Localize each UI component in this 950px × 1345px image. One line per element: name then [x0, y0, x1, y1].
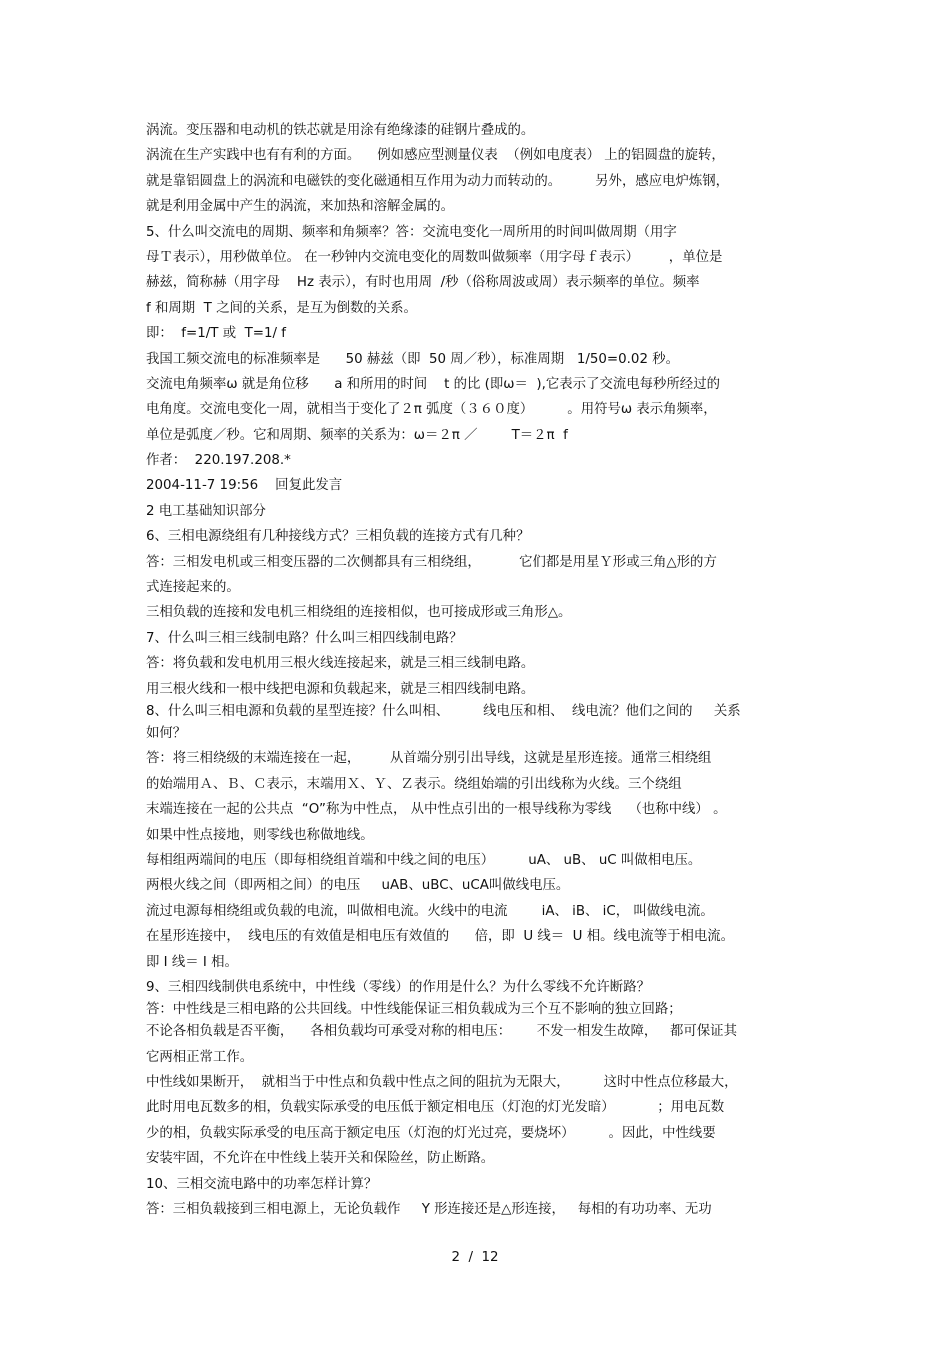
text-line: 8、什么叫三相电源和负载的星型连接？什么叫相、 线电压和相、 线电流？他们之间的 关系 — [146, 703, 741, 719]
text-line: 7、什么叫三相三线制电路？什么叫三相四线制电路？ — [146, 630, 463, 646]
text-line: 就是靠铝圆盘上的涡流和电磁铁的变化磁通相互作用为动力而转动的。 另外，感应电炉炼钢， — [146, 173, 730, 189]
text-line: 9、三相四线制供电系统中，中性线（零线）的作用是什么？为什么零线不允许断路？ — [146, 979, 650, 995]
text-line: 答：三相发电机或三相变压器的二次侧都具有三相绕组， 它们都是用星Ｙ形或三角△形的方 — [146, 554, 717, 570]
text-line: 末端连接在一起的公共点 “O”称为中性点， 从中性点引出的一根导线称为零线 （也称中线） 。 — [146, 802, 727, 818]
page-number: 2 / 12 — [451, 1250, 499, 1265]
text-line: 不论各相负载是否平衡， 各相负载均可承受对称的相电压： 不发一相发生故障， 都可保证其 — [146, 1024, 737, 1040]
text-line: 涡流在生产实践中也有有利的方面。 例如感应型测量仪表 （例如电度表） 上的铝圆盘的旋转， — [146, 148, 725, 164]
text-line: 母Ｔ表示），用秒做单位。 在一秒钟内交流电变化的周数叫做频率（用字母ｆ表示） ，单位是 — [146, 249, 723, 265]
text-line: 如何？ — [146, 725, 187, 741]
text-line: 我国工频交流电的标准频率是 50 赫兹（即 50 周／秒），标准周期 1/50=0.02 秒。 — [146, 351, 680, 367]
text-line: 少的相，负载实际承受的电压高于额定电压（灯泡的灯光过亮，要烧坏） 。因此，中性线要 — [146, 1125, 716, 1141]
text-line: 5、什么叫交流电的周期、频率和角频率？答：交流电变化一周所用的时间叫做周期（用字 — [146, 224, 677, 240]
text-line: 交流电角频率ω 就是角位移 a 和所用的时间 t 的比 (即ω＝ ),它表示了交流电每秒所经过的 — [146, 376, 720, 392]
text-line: 答：将负载和发电机用三根火线连接起来，就是三相三线制电路。 — [146, 656, 535, 672]
text-line: 2004-11-7 19:56 回复此发言 — [146, 478, 343, 494]
text-line: 在星形连接中， 线电压的有效值是相电压有效值的 倍，即 U 线＝ U 相。线电流等于相电流。 — [146, 929, 735, 945]
text-line: 即： f=1/T 或 T=1/ f — [146, 326, 286, 342]
text-line: 就是利用金属中产生的涡流，来加热和溶解金属的。 — [146, 199, 454, 215]
text-line: 此时用电瓦数多的相，负载实际承受的电压低于额定相电压（灯泡的灯光发暗） ；用电瓦数 — [146, 1100, 725, 1116]
text-line: 用三根火线和一根中线把电源和负载起来，就是三相四线制电路。 — [146, 681, 535, 697]
text-line: 涡流。变压器和电动机的铁芯就是用涂有绝缘漆的硅钢片叠成的。 — [146, 123, 535, 138]
text-line: f 和周期 T 之间的关系，是互为倒数的关系。 — [146, 300, 417, 316]
text-line: 的始端用Ａ、Ｂ、Ｃ表示，末端用Ｘ、Ｙ、Ｚ表示。绕组始端的引出线称为火线。三个绕组 — [146, 776, 682, 792]
text-line: 它两相正常工作。 — [146, 1049, 254, 1065]
text-line: 2 电工基础知识部分 — [146, 503, 266, 519]
text-line: 答：三相负载接到三相电源上，无论负载作 Y 形连接还是△形连接， 每相的有功功率、无功 — [146, 1202, 712, 1218]
text-line: 每相组两端间的电压（即每相绕组首端和中线之间的电压） uA、 uB、 uC 叫做相电压。 — [146, 852, 702, 868]
text-line: 10、三相交流电路中的功率怎样计算？ — [146, 1176, 378, 1192]
text-line: 即 I 线＝ I 相。 — [146, 954, 238, 970]
text-line: 电角度。交流电变化一周，就相当于变化了２π 弧度（３６０度） 。用符号ω 表示角频率， — [146, 402, 717, 418]
text-line: 答：将三相绕级的末端连接在一起， 从首端分别引出导线，这就是星形连接。通常三相绕组 — [146, 751, 712, 767]
text-line: 两根火线之间（即两相之间）的电压 uAB、uBC、uCA叫做线电压。 — [146, 878, 570, 894]
text-line: 答：中性线是三相电路的公共回线。中性线能保证三相负载成为三个互不影响的独立回路； — [146, 1002, 682, 1018]
text-line: 三相负载的连接和发电机三相绕组的连接相似，也可接成形或三角形△。 — [146, 605, 572, 621]
text-line: 作者： 220.197.208.* — [146, 453, 291, 469]
text-line: 如果中性点接地，则零线也称做地线。 — [146, 827, 374, 843]
text-line: 赫兹，简称赫（用字母 Hz 表示），有时也用周 /秒（俗称周波或周）表示频率的单位。频率 — [146, 275, 700, 291]
text-line: 安装牢固，不允许在中性线上装开关和保险丝，防止断路。 — [146, 1151, 495, 1167]
text-body — [146, 118, 814, 1222]
text-line: 式连接起来的。 — [146, 580, 240, 596]
text-line: 单位是弧度／秒。它和周期、频率的关系为：ω＝２π ／ T＝２π f — [146, 427, 568, 443]
text-line: 流过电源每相绕组或负载的电流，叫做相电流。火线中的电流 iA、 iB、 iC， 叫做线电流。 — [146, 903, 714, 919]
text-line: 6、三相电源绕组有几种接线方式？三相负载的连接方式有几种？ — [146, 529, 530, 545]
text-line: 中性线如果断开， 就相当于中性点和负载中性点之间的阻抗为无限大， 这时中性点位移最大， — [146, 1075, 738, 1091]
